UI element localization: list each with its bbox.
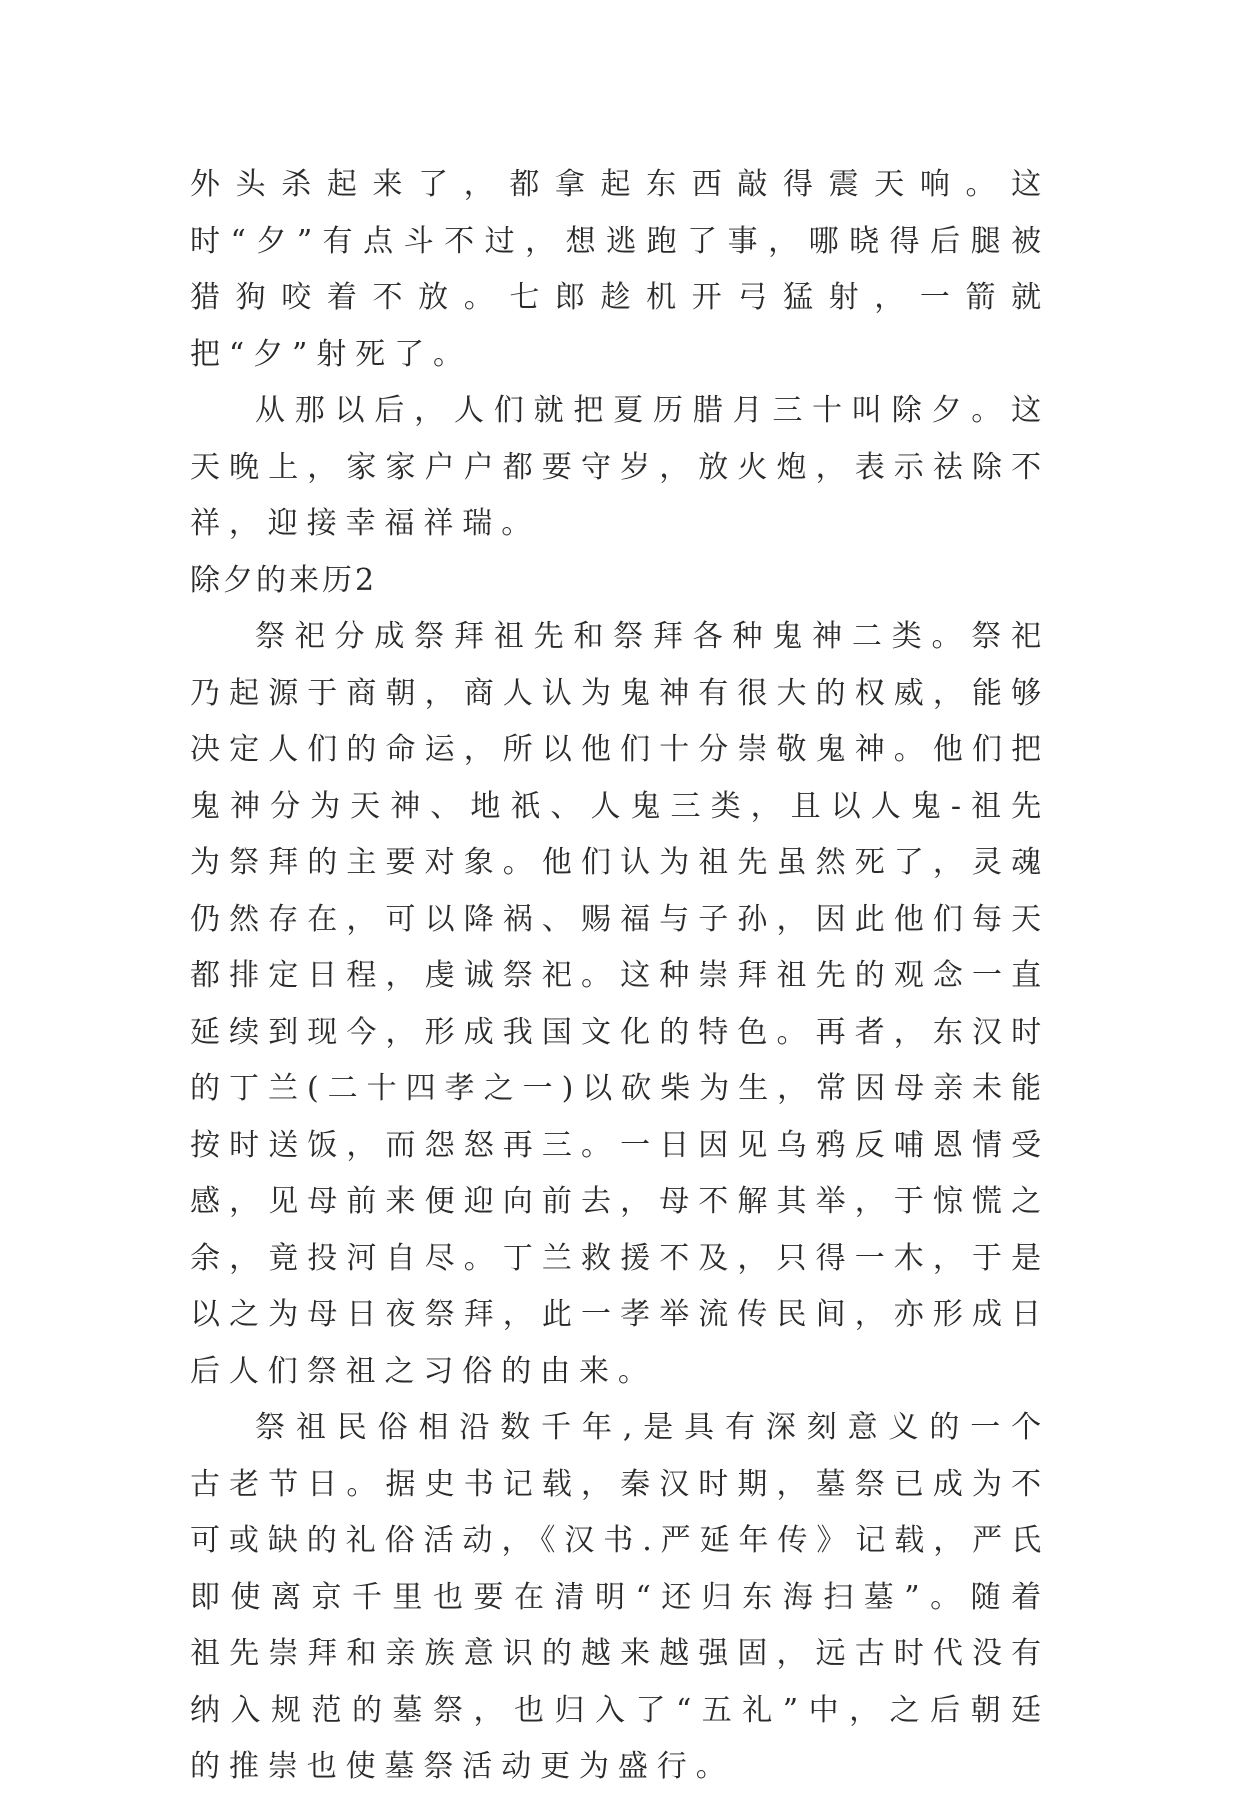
section-heading: 除夕的来历2	[190, 562, 378, 598]
paragraph-conclusion: 从那以后，人们就把夏历腊月三十叫除夕。这天晚上，家家户户都要守岁，放火炮，表示祛除不祥，迎接幸福祥瑞。	[190, 393, 1050, 541]
paragraph-custom: 祭祖民俗相沿数千年,是具有深刻意义的一个古老节日。据史书记载，秦汉时期，墓祭已成为不可或缺的礼俗活动，《汉书.严延年传》记载，严氏即使离京千里也要在清明“还归东海扫墓”。随着祖先崇拜和亲族意识的越来越强固，远古时代没有纳入规范的墓祭，也归入了“五礼”中，之后朝廷的推崇也使墓祭活动更为盛行。	[190, 1410, 1050, 1784]
document-body	[190, 157, 1050, 1796]
paragraph-continuation: 外头杀起来了，都拿起东西敲得震天响。这时“夕”有点斗不过，想逃跑了事，哪晓得后腿被猎狗咬着不放。七郎趁机开弓猛射，一箭就把“夕”射死了。	[190, 167, 1050, 372]
paragraph-sacrifice: 祭祀分成祭拜祖先和祭拜各种鬼神二类。祭祀乃起源于商朝，商人认为鬼神有很大的权威，能够决定人们的命运，所以他们十分崇敬鬼神。他们把鬼神分为天神、地祇、人鬼三类，且以人鬼-祖先为祭拜的主要对象。他们认为祖先虽然死了，灵魂仍然存在，可以降祸、赐福与子孙，因此他们每天都排定日程，虔诚祭祀。这种崇拜祖先的观念一直延续到现今，形成我国文化的特色。再者，东汉时的丁兰(二十四孝之一)以砍柴为生，常因母亲未能按时送饭，而怨怒再三。一日因见乌鸦反哺恩情受感，见母前来便迎向前去，母不解其举，于惊慌之余，竟投河自尽。丁兰救援不及，只得一木，于是以之为母日夜祭拜，此一孝举流传民间，亦形成日后人们祭祖之习俗的由来。	[190, 619, 1050, 1389]
